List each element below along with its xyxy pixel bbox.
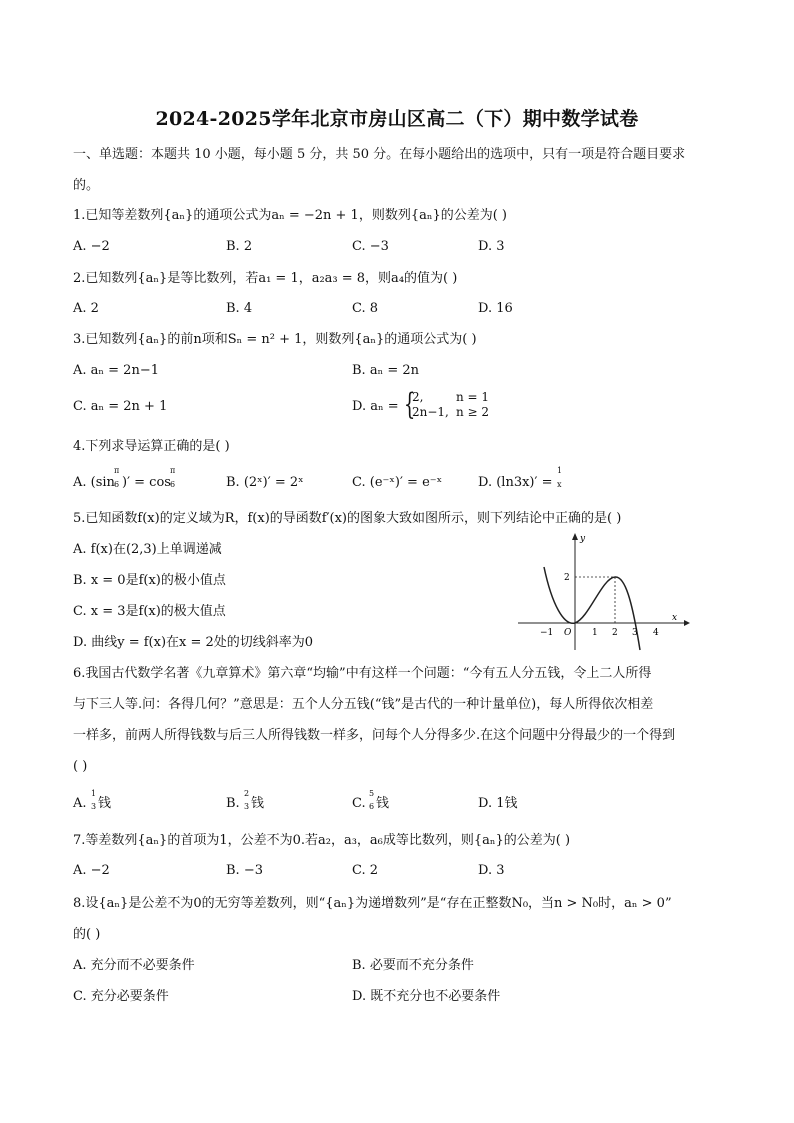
- q4-a-frac1-num: π: [114, 466, 120, 475]
- q4-option-d: D. (ln3x)′ =: [478, 475, 553, 490]
- x-tick-2: 2: [612, 628, 618, 638]
- x-tick-neg1: −1: [540, 628, 554, 638]
- q7-option-b: B. −3: [226, 863, 263, 878]
- q7-option-c: C. 2: [352, 863, 379, 878]
- y-tick-2: 2: [564, 573, 570, 583]
- q6-option-b: B.: [226, 796, 240, 811]
- q4-d-frac-num: 1: [557, 466, 563, 475]
- q7-option-d: D. 3: [478, 863, 505, 878]
- section-heading-line2: 的。: [73, 178, 100, 193]
- question-6-stem-line1: 6.我国古代数学名著《九章算术》第六章“均输”中有这样一个问题：“今有五人分五钱，令上二人所得: [73, 666, 652, 681]
- origin-label: O: [564, 628, 572, 638]
- q3-option-c: C. aₙ = 2n + 1: [73, 399, 168, 414]
- question-8-stem-line2: 的( ): [73, 927, 101, 942]
- page-title: 2024-2025学年北京市房山区高二（下）期中数学试卷: [155, 108, 639, 130]
- q6-c-num: 5: [369, 789, 375, 798]
- q6-b-unit: 钱: [251, 796, 265, 811]
- q2-option-b: B. 4: [226, 301, 253, 316]
- q7-option-a: A. −2: [73, 863, 110, 878]
- q1-option-b: B. 2: [226, 239, 253, 254]
- q3-option-d: D. aₙ =: [352, 399, 399, 414]
- x-tick-3: 3: [632, 628, 638, 638]
- q4-a-frac2-num: π: [170, 466, 176, 475]
- q6-a-unit: 钱: [98, 796, 112, 811]
- q4-option-c: C. (e⁻ˣ)′ = e⁻ˣ: [352, 475, 443, 490]
- q4-a-middle: )′ = cos: [122, 475, 171, 490]
- q4-option-a: A. (sin: [73, 475, 115, 490]
- q6-option-a: A.: [73, 796, 87, 811]
- q8-option-a: A. 充分而不必要条件: [73, 958, 195, 973]
- q3-option-a: A. aₙ = 2n−1: [73, 363, 159, 378]
- question-6-stem-line4: ( ): [73, 759, 88, 774]
- q3-case2-cond: n ≥ 2: [456, 405, 490, 419]
- q1-option-a: A. −2: [73, 239, 110, 254]
- q6-a-num: 1: [91, 789, 97, 798]
- question-6-stem-line2: 与下三人等.问：各得几何？”意思是：五个人分五钱(“钱”是古代的一种计量单位)，每人所得依次相差: [73, 697, 654, 712]
- q8-option-d: D. 既不充分也不必要条件: [352, 989, 501, 1004]
- x-tick-4: 4: [653, 628, 659, 638]
- q8-option-c: C. 充分必要条件: [73, 989, 169, 1004]
- q1-option-d: D. 3: [478, 239, 505, 254]
- q6-a-den: 3: [91, 802, 97, 811]
- derivative-graph-svg: [512, 530, 692, 655]
- section-heading-line1: 一、单选题：本题共 10 小题，每小题 5 分，共 50 分。在每小题给出的选项中，只有一项是符合题目要求: [73, 147, 686, 162]
- q4-a-frac1-den: 6: [114, 480, 120, 489]
- question-4-stem: 4.下列求导运算正确的是( ): [73, 439, 230, 454]
- derivative-graph-figure: [512, 530, 692, 655]
- q5-option-c: C. x = 3是f(x)的极大值点: [73, 604, 226, 619]
- question-7-stem: 7.等差数列{aₙ}的首项为1，公差不为0.若a₂，a₃，a₆成等比数列，则{aₙ}的公差为( ): [73, 833, 571, 848]
- q3-case1-value: 2,: [412, 390, 424, 404]
- q3-option-d-brace: {: [403, 387, 416, 422]
- q2-option-c: C. 8: [352, 301, 379, 316]
- question-1-stem: 1.已知等差数列{aₙ}的通项公式为aₙ = −2n + 1，则数列{aₙ}的公差为( ): [73, 208, 508, 223]
- q6-b-den: 3: [244, 802, 250, 811]
- q5-option-a: A. f(x)在(2,3)上单调递减: [73, 542, 222, 557]
- q6-c-unit: 钱: [376, 796, 390, 811]
- q5-option-d: D. 曲线y = f(x)在x = 2处的切线斜率为0: [73, 635, 314, 650]
- q6-option-d: D. 1钱: [478, 796, 518, 811]
- y-axis-label: y: [580, 534, 586, 544]
- question-8-stem-line1: 8.设{aₙ}是公差不为0的无穷等差数列，则“{aₙ}为递增数列”是“存在正整数N₀，当n > N₀时，aₙ > 0”: [73, 896, 672, 911]
- x-axis-label: x: [672, 613, 678, 623]
- q3-case1-cond: n = 1: [456, 390, 490, 404]
- question-2-stem: 2.已知数列{aₙ}是等比数列，若a₁ = 1，a₂a₃ = 8，则a₄的值为( ): [73, 271, 458, 286]
- q2-option-a: A. 2: [73, 301, 99, 316]
- q8-option-b: B. 必要而不充分条件: [352, 958, 474, 973]
- question-5-stem: 5.已知函数f(x)的定义域为R，f(x)的导函数f′(x)的图象大致如图所示，则下列结论中正确的是( ): [73, 511, 622, 526]
- q2-option-d: D. 16: [478, 301, 513, 316]
- x-axis-arrow: [684, 620, 690, 626]
- q4-option-b: B. (2ˣ)′ = 2ˣ: [226, 475, 304, 490]
- q3-case2-value: 2n−1,: [412, 405, 449, 419]
- x-tick-1: 1: [592, 628, 598, 638]
- q4-d-frac-den: x: [557, 480, 562, 489]
- q6-option-c: C.: [352, 796, 366, 811]
- question-3-stem: 3.已知数列{aₙ}的前n项和Sₙ = n² + 1，则数列{aₙ}的通项公式为( ): [73, 332, 477, 347]
- q3-option-b: B. aₙ = 2n: [352, 363, 419, 378]
- q1-option-c: C. −3: [352, 239, 389, 254]
- y-axis-arrow: [572, 533, 578, 540]
- q4-a-frac2-den: 6: [170, 480, 176, 489]
- question-6-stem-line3: 一样多，前两人所得钱数与后三人所得钱数一样多，问每个人分得多少.在这个问题中分得最少的一个得到: [73, 728, 676, 743]
- q5-option-b: B. x = 0是f(x)的极小值点: [73, 573, 226, 588]
- q6-b-num: 2: [244, 789, 250, 798]
- q6-c-den: 6: [369, 802, 375, 811]
